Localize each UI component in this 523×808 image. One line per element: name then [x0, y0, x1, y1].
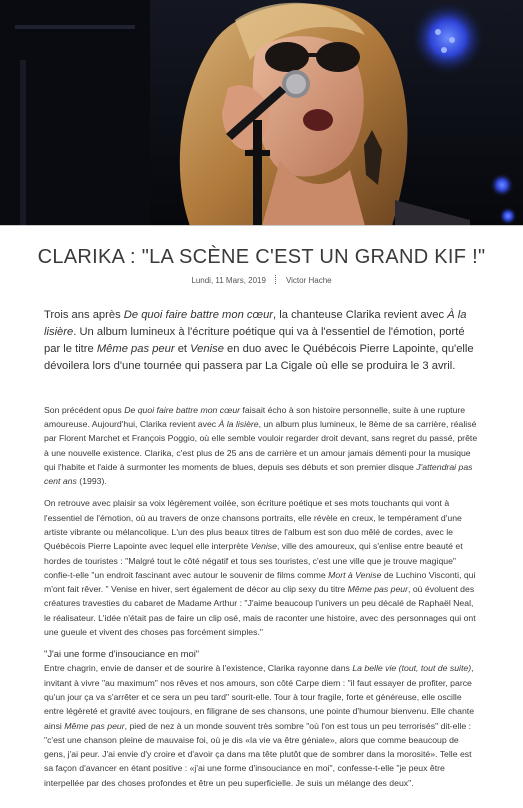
text-run: , invitant à vivre "au maximum" nos rêves et nos amours, son côté Carpe diem : "il faut essayer de profiter, parce qu'un jour ça va s'arrêter et ce sera un peu tard" sourit-elle. Tour à tour fragile, forte et généreuse, elle oscille entre légèreté et gravité avec toujours, en filigrane de ses chansons, une pointe d'humour bienvenu. Elle chante ainsi: [44, 663, 475, 731]
italic-title: De quoi faire battre mon cœur: [123, 309, 274, 321]
text-run: de Luchino Visconti, qui m'ont fait rêver. " Venise en hiver, sert également de décor au clip sexy du titre: [44, 569, 476, 595]
hero-photo: [0, 0, 523, 226]
italic-title: Mort à Venise: [328, 569, 382, 580]
italic-title: Venise: [190, 342, 224, 355]
italic-title: Même pas peur: [96, 342, 175, 355]
article-meta: [0, 275, 523, 287]
italic-title: Même pas peur: [347, 584, 409, 595]
article-author[interactable]: Victor Hache: [285, 276, 332, 285]
article-title: CLARIKA : "LA SCÈNE C'EST UN GRAND KIF !": [37, 246, 486, 268]
text-run: , où évoluent des créatures travesties du cabaret de Madame Arthur : "J'aime beaucoup l'univers un peu décalé de Raphaël Neal, le réalisateur. L'idée n'était pas de faire un clip osé, mais de raconter une histoire, avec des personnages qui ont une gueule et vivent des choses pas forcément simples.": [44, 584, 476, 638]
italic-title: À la lisière: [44, 309, 467, 338]
paragraph-3: [44, 661, 479, 790]
section-subhead: "J'ai une forme d'insouciance en moi": [44, 648, 200, 660]
text-run: Son précédent opus: [44, 404, 125, 415]
text-run: , ville des amoureux, qui s'enlise entre beauté et hordes de touristes : "Malgré tout le côté négatif et tous ses touristes, c'est une ville que je trouve magique" confie-t-elle "un endroit fascinant avec autour le souvenir de films comme: [44, 541, 463, 580]
text-run: . Un album lumineux à l'écriture poétique qui va à l'essentiel de l'émotion, porté par le titre: [44, 325, 465, 355]
text-run: Entre chagrin, envie de danser et de sourire à l'existence, Clarika rayonne dans: [44, 663, 353, 674]
italic-title: Même pas peur: [64, 720, 125, 731]
italic-title: À la lisière: [218, 418, 259, 429]
paragraph-1: [44, 403, 479, 489]
article-date: Lundi, 11 Mars, 2019: [191, 276, 266, 285]
hero-image: [0, 0, 523, 226]
text-run: faisait écho à son histoire personnelle, suite à une rupture amoureuse. Aujourd'hui, Clarika revient avec: [44, 404, 466, 429]
italic-title: La belle vie (tout, tout de suite): [352, 663, 472, 674]
article-body: [44, 403, 479, 790]
text-run: , un album plus lumineux, le 8ème de sa carrière, réalisé par Florent Marchet et François Poggio, où elle semble vouloir regarder droit devant, sans regret du passé, prête à une nouvelle existence. Clarika, c'est plus de 25 ans de carrière et un amour jamais démenti pour la musique qui l'habite et l'aide à surmonter les moments de blues, depuis ses débuts et son premier disque: [44, 418, 478, 472]
text-run: Trois ans après: [44, 309, 124, 321]
text-run: (1993).: [76, 476, 107, 487]
article-lead: [44, 307, 479, 375]
italic-title: J'attendrai pas cent ans: [44, 461, 473, 487]
text-run: et: [174, 342, 191, 355]
text-run: On retrouve avec plaisir sa voix légèrement voilée, son écriture poétique et ses mots touchants qui vont à l'essentiel de l'émotion, où au travers de onze chansons portraits, elle révèle en creux, le tempérament d'une artiste vibrante ou mélancolique. L'un des plus beaux titres de l'album est son duo mêlé de cordes, avec le Québécois Pierre Lapointe avec lequel elle interprète: [44, 498, 462, 552]
paragraph-2: [44, 496, 479, 639]
text-run: , la chanteuse Clarika revient avec: [273, 309, 448, 321]
text-run: , pied de nez à un monde souvent très sombre "où l'on est tous un peu terrorisés" dit-elle : "c'est une chanson pleine de mauvaise foi, où je dis «la vie va être géniale», alors que comme beaucoup de gens, j'ai peur. J'ai envie d'y croire et d'avoir ça dans ma tête plutôt que de sombrer dans la morosité». Telle est sa façon d'avancer en étant positive : «j'ai une forme d'insouciance en moi", confesse-t-elle "je peux être interpellée par des choses profondes et être un peu superficielle. Je suis un mélange des deux".: [44, 720, 472, 788]
italic-title: De quoi faire battre mon cœur: [124, 404, 241, 415]
text-run: en duo avec le Québécois Pierre Lapointe, qu'elle dévoilera lors d'une tournée qui passera par La Cigale où elle se produira le 3 avril.: [44, 342, 474, 372]
meta-separator: [275, 275, 277, 284]
italic-title: Venise: [250, 541, 277, 552]
